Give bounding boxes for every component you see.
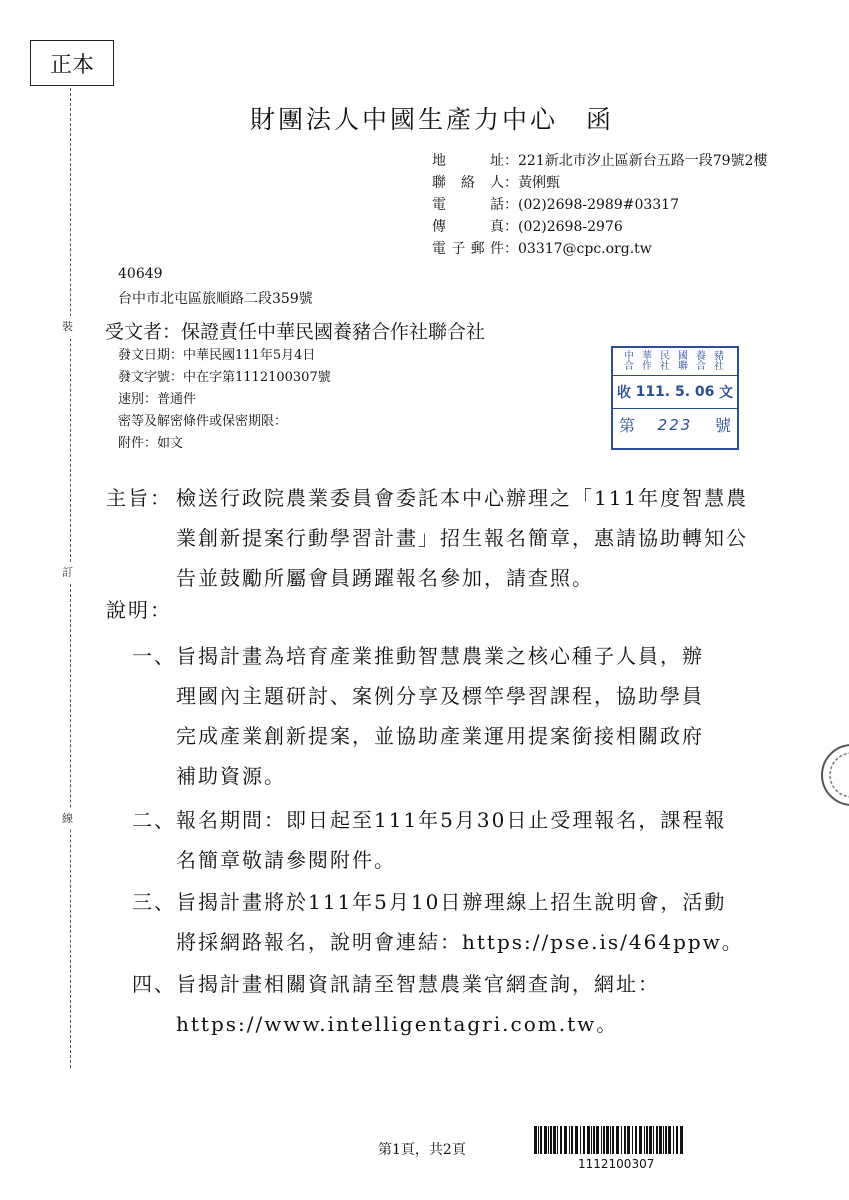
binding-mark-1: 裝 <box>62 316 73 336</box>
issue-date: 發文日期：中華民國111年5月4日 <box>118 348 316 363</box>
receipt-date: 111. 5. 06 <box>635 384 715 400</box>
contact-row: 傳 真 ： (02)2698-2976 <box>432 216 767 238</box>
item-line: 旨揭計畫相關資訊請至智慧農業官網查詢，網址： <box>176 972 660 996</box>
document-title: 財團法人中國生產力中心 函 <box>250 105 615 134</box>
contact-key: 電 子 郵 件 <box>432 241 504 257</box>
binding-mark-2: 訂 <box>62 562 73 582</box>
contact-key: 地 址 <box>432 153 504 169</box>
item-line: 理國內主題研討、案例分享及標竿學習課程，協助學員 <box>176 684 704 708</box>
receipt-org-col: 華 作 <box>642 351 654 372</box>
item-line: 完成產業創新提案，並協助產業運用提案銜接相關政府 <box>176 724 704 748</box>
contact-row: 電 子 郵 件 ： 03317@cpc.org.tw <box>432 238 767 260</box>
receipt-stamp-date-row <box>613 376 737 409</box>
receipt-org-col: 國 聯 <box>678 351 690 372</box>
contact-key: 傳 真 <box>432 219 504 235</box>
receipt-stamp <box>611 346 739 450</box>
item-line: 旨揭計畫為培育產業推動智慧農業之核心種子人員，辦 <box>176 644 704 668</box>
recipient: 受文者：保證責任中華民國養豬合作社聯合社 <box>105 321 486 343</box>
item-number: 四、 <box>132 972 176 996</box>
item-line: https://www.intelligentagri.com.tw。 <box>176 1012 619 1036</box>
contact-key: 電 話 <box>432 197 504 213</box>
receipt-org-col: 豬 社 <box>714 351 726 372</box>
item-line: 旨揭計畫將於111年5月10日辦理線上招生說明會，活動 <box>176 890 727 914</box>
attachment: 附件：如文 <box>118 436 184 451</box>
receipt-stamp-org <box>613 348 737 376</box>
item-text <box>176 800 756 880</box>
recipient-address: 台中市北屯區旅順路二段359號 <box>118 291 313 307</box>
receipt-org-col: 民 社 <box>660 351 672 372</box>
item-number: 三、 <box>132 890 176 914</box>
contact-value: 黃俐甄 <box>518 175 560 191</box>
receipt-org-col: 養 合 <box>696 351 708 372</box>
original-copy-stamp <box>30 40 114 86</box>
receipt-number-prefix: 第 <box>619 416 636 435</box>
receipt-receive-label: 收 <box>617 385 631 401</box>
original-copy-label: 正本 <box>49 52 94 78</box>
barcode <box>534 1126 686 1154</box>
item-text <box>176 964 756 1044</box>
contact-row: 電 話 ： (02)2698-2989#03317 <box>432 194 767 216</box>
subject-label: 主旨： <box>106 486 172 510</box>
document-meta <box>118 345 331 455</box>
contact-key: 聯 絡 人 <box>432 175 504 191</box>
receipt-number: 223 <box>657 415 693 434</box>
contact-value: (02)2698-2989#03317 <box>518 197 679 213</box>
receipt-number-suffix: 號 <box>714 416 731 435</box>
item-line: 補助資源。 <box>176 764 286 788</box>
page-indicator: 第1頁，共2頁 <box>378 1142 466 1158</box>
receipt-stamp-number-row <box>613 409 737 440</box>
partial-seal-mark <box>812 740 849 810</box>
item-line: 報名期間：即日起至111年5月30日止受理報名，課程報 <box>176 808 727 832</box>
item-number: 二、 <box>132 808 176 832</box>
binding-mark-3: 線 <box>62 808 73 828</box>
contact-value: 221新北市汐止區新台五路一段79號2樓 <box>518 153 768 169</box>
contact-row: 聯 絡 人 ： 黃俐甄 <box>432 172 767 194</box>
subject-text: 檢送行政院農業委員會委託本中心辦理之「111年度智慧農業創新提案行動學習計畫」招生報名簡章，惠請協助轉知公告並鼓勵所屬會員踴躍報名參加，請查照。 <box>176 486 749 590</box>
receipt-org-col: 中 合 <box>624 351 636 372</box>
item-line: 將採網路報名，說明會連結：https://pse.is/464ppw。 <box>176 930 744 954</box>
item-text <box>176 636 756 796</box>
receipt-doc-label: 文 <box>719 385 733 401</box>
item-number: 一、 <box>132 644 176 668</box>
item-line: 名簡章敬請參閱附件。 <box>176 848 396 872</box>
contact-value: 03317@cpc.org.tw <box>518 241 652 257</box>
sender-contact-block <box>432 150 767 260</box>
postal-code: 40649 <box>118 266 163 282</box>
barcode-number: 1112100307 <box>578 1157 655 1171</box>
delivery-speed: 速別：普通件 <box>118 392 197 407</box>
security-level: 密等及解密條件或保密期限： <box>118 414 288 429</box>
document-number: 發文字號：中在字第1112100307號 <box>118 370 331 385</box>
contact-value: (02)2698-2976 <box>518 219 623 235</box>
item-text <box>176 882 756 962</box>
contact-row: 地 址 ： 221新北市汐止區新台五路一段79號2樓 <box>432 150 767 172</box>
description-label: 說明： <box>106 598 172 622</box>
